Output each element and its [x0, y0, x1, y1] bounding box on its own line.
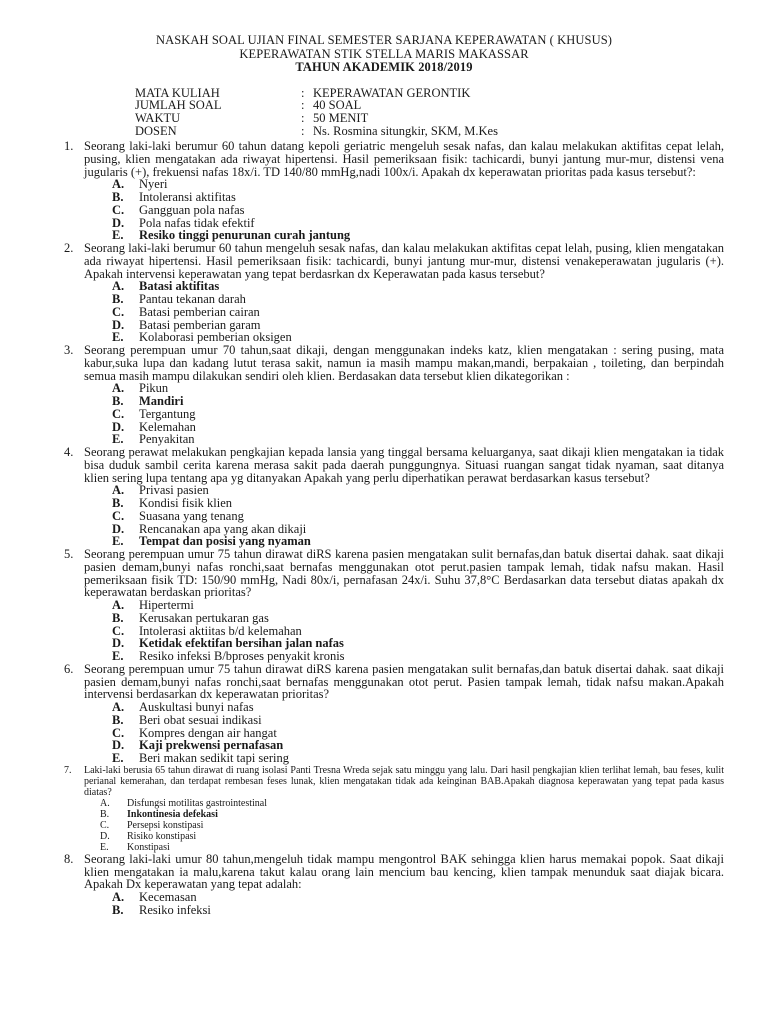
- answer-option: [112, 382, 724, 395]
- option-text: Kompres dengan air hangat: [139, 725, 277, 740]
- question-list: [64, 140, 724, 917]
- exam-info-separator: :: [301, 85, 305, 100]
- question-body: [84, 548, 724, 663]
- answer-options: [100, 798, 724, 853]
- option-text: Penyakitan: [139, 432, 195, 447]
- option-text: Intolerasi aktiitas b/d kelemahan: [139, 623, 302, 638]
- question-number: 5.: [64, 547, 74, 561]
- option-text: Inkontinesia defekasi: [127, 808, 218, 820]
- answer-option: [100, 831, 724, 842]
- option-text: Beri makan sedikit tapi sering: [139, 751, 289, 765]
- exam-info-row: [135, 112, 768, 125]
- question-body: [84, 853, 724, 917]
- question-body: [84, 140, 724, 242]
- exam-info-separator: :: [301, 111, 305, 126]
- answer-option: [112, 701, 724, 714]
- exam-info-value: KEPERAWATAN GERONTIK: [313, 85, 471, 100]
- option-letter: E.: [112, 330, 124, 345]
- option-text: Hipertermi: [139, 598, 194, 612]
- option-letter: A.: [112, 279, 125, 294]
- answer-option: [112, 612, 724, 625]
- question-body: [84, 663, 724, 765]
- answer-option: [112, 891, 724, 904]
- option-text: Konstipasi: [127, 841, 170, 853]
- question-item: [64, 765, 724, 853]
- question-number: 6.: [64, 661, 74, 676]
- option-text: Kolaborasi pemberian oksigen: [139, 330, 292, 345]
- question-item: [64, 853, 724, 917]
- exam-info-label: WAKTU: [135, 111, 181, 126]
- exam-info-row: [135, 87, 768, 100]
- question-item: [64, 344, 724, 446]
- answer-option: [112, 395, 724, 408]
- question-stem: Seorang laki-laki umur 80 tahun,mengeluh tidak mampu mengontrol BAK sehingga klien harus memakai popok. Saat dikaji klien mengatakan ia malu,karena takut kalau orang lain mencium bau kencing, klien tampak menunduk saat diajak bicara. Apakah Dx keperawatan yang tepat adalah:: [84, 851, 724, 892]
- option-letter: D.: [112, 215, 125, 230]
- question-stem: Laki-laki berusia 65 tahun dirawat di ruang isolasi Panti Tresna Wreda sejak satu minggu yang lalu. Dari hasil pengkajian klien terlihat lemah, bau feses, kulit perianal kemerahan, dan terdapat rembesan feses lunak, klien mengatakan tidak ada keinginan BAB.Apakah diagnosa keperawatan yang tepat pada kasus diatas?: [84, 764, 724, 798]
- answer-options: [112, 599, 724, 663]
- option-text: Kaji prekwensi pernafasan: [139, 738, 284, 753]
- exam-info-separator: :: [301, 123, 305, 138]
- answer-option: [112, 306, 724, 319]
- option-letter: C.: [112, 202, 125, 217]
- option-text: Suasana yang tenang: [139, 508, 244, 523]
- answer-options: [112, 484, 724, 548]
- question-number: 1.: [64, 139, 74, 153]
- option-letter: E.: [112, 534, 124, 549]
- option-text: Resiko tinggi penurunan curah jantung: [139, 228, 351, 243]
- option-letter: A.: [112, 177, 125, 192]
- option-letter: C.: [112, 508, 125, 523]
- question-body: [84, 242, 724, 344]
- option-text: Auskultasi bunyi nafas: [139, 700, 254, 714]
- answer-option: [112, 510, 724, 523]
- answer-options: [112, 178, 724, 242]
- question-body: [84, 446, 724, 548]
- question-item: [64, 663, 724, 765]
- option-text: Tempat dan posisi yang nyaman: [139, 534, 311, 549]
- answer-option: [100, 798, 724, 809]
- question-stem: Seorang perempuan umur 70 tahun,saat dikaji, dengan menggunakan indeks katz, klien mengatakan : sering pusing, mata kabur,suka lupa dan kadang lutut terasa sakit, namun ia masih mampu makan,mandi, berpakaian , toileting, dan berpindah semua masih mampu dilakukan sendiri oleh klien. Berdasakan data tersebut klien dikategorikan :: [84, 343, 724, 383]
- option-letter: B.: [100, 808, 110, 820]
- option-letter: B.: [112, 394, 124, 408]
- option-letter: C.: [112, 623, 125, 638]
- option-text: Batasi pemberian cairan: [139, 304, 260, 319]
- option-text: Persepsi konstipasi: [127, 819, 204, 831]
- option-letter: D.: [112, 738, 125, 753]
- option-letter: A.: [112, 700, 125, 714]
- answer-option: [112, 650, 724, 663]
- option-letter: B.: [112, 902, 124, 917]
- question-item: [64, 446, 724, 548]
- option-letter: B.: [112, 496, 124, 510]
- option-text: Resiko infeksi: [139, 902, 211, 917]
- option-letter: E.: [112, 228, 124, 243]
- exam-info-row: [135, 125, 768, 138]
- option-letter: B.: [112, 292, 124, 306]
- option-text: Ketidak efektifan bersihan jalan nafas: [139, 636, 344, 651]
- question-body: [84, 344, 724, 446]
- answer-option: [112, 497, 724, 510]
- option-letter: E.: [112, 751, 124, 765]
- answer-options: [112, 280, 724, 344]
- answer-option: [112, 904, 724, 917]
- option-letter: D.: [100, 830, 110, 842]
- option-text: Risiko konstipasi: [127, 830, 197, 842]
- option-letter: C.: [112, 304, 125, 319]
- question-number: 2.: [64, 241, 74, 255]
- option-text: Rencanakan apa yang akan dikaji: [139, 521, 307, 536]
- option-letter: E.: [112, 649, 124, 663]
- option-letter: B.: [112, 712, 124, 727]
- option-text: Kecemasan: [139, 890, 197, 904]
- exam-info-label: JUMLAH SOAL: [135, 98, 222, 113]
- answer-option: [112, 421, 724, 434]
- option-text: Pikun: [139, 381, 169, 396]
- option-letter: A.: [112, 381, 125, 396]
- question-stem: Seorang perempuan umur 75 tahun dirawat diRS karena pasien mengatakan sulit bernafas,dan batuk disertai dahak. saat dikaji pasien demam,bunyi nafas ronchi,saat bernafas menggunakan otot perut.pasien tampak lemah, tidak nafsu makan. Hasil pemeriksaan fisik TD: 150/90 mmHg, Nadi 80x/i, pernafasan 24x/i. Suhu 37,8°C Berdasarkan data tersebut diatas apakah dx keperawatan berdaskan prioritas?: [84, 547, 724, 600]
- answer-option: [112, 714, 724, 727]
- question-number: 7.: [64, 764, 72, 776]
- option-text: Pola nafas tidak efektif: [139, 215, 255, 230]
- answer-options: [112, 701, 724, 765]
- option-text: Batasi pemberian garam: [139, 317, 261, 332]
- option-letter: D.: [112, 636, 125, 651]
- option-letter: C.: [100, 819, 110, 831]
- document-header: [0, 34, 768, 75]
- option-text: Tergantung: [139, 406, 196, 421]
- option-letter: A.: [112, 483, 125, 498]
- option-letter: C.: [112, 725, 125, 740]
- option-letter: B.: [112, 190, 124, 204]
- option-text: Beri obat sesuai indikasi: [139, 712, 262, 727]
- option-text: Nyeri: [139, 177, 168, 192]
- answer-options: [112, 891, 724, 917]
- option-text: Privasi pasien: [139, 483, 209, 498]
- option-letter: E.: [100, 841, 109, 853]
- option-text: Kelemahan: [139, 419, 196, 434]
- option-text: Disfungsi motilitas gastrointestinal: [127, 797, 267, 809]
- option-text: Resiko infeksi B/bproses penyakit kronis: [139, 649, 345, 663]
- answer-option: [112, 752, 724, 765]
- exam-info: [135, 87, 768, 138]
- option-letter: B.: [112, 610, 124, 625]
- answer-options: [112, 382, 724, 446]
- answer-option: [100, 809, 724, 820]
- question-number: 3.: [64, 343, 74, 357]
- option-letter: D.: [112, 419, 125, 434]
- question-stem: Seorang perempuan umur 75 tahun dirawat diRS karena pasien mengatakan sulit bernafas,dan batuk disertai dahak. saat dikaji pasien demam,bunyi nafas ronchi,saat bernafas menggunakan otot perut. Pasien tampak lemah, tidak nafsu makan.Apakah intervensi berdasarkan dx keperawatan prioritas?: [84, 661, 724, 702]
- exam-info-label: MATA KULIAH: [135, 85, 220, 100]
- question-number: 4.: [64, 445, 74, 459]
- header-title: NASKAH SOAL UJIAN FINAL SEMESTER SARJANA KEPERAWATAN ( KHUSUS): [155, 33, 613, 47]
- exam-info-value: 50 MENIT: [313, 111, 369, 126]
- option-letter: C.: [112, 406, 125, 421]
- option-letter: A.: [112, 598, 125, 612]
- exam-info-value: Ns. Rosmina situngkir, SKM, M.Kes: [313, 123, 498, 138]
- answer-option: [112, 408, 724, 421]
- question-item: [64, 140, 724, 242]
- exam-info-label: DOSEN: [135, 123, 177, 138]
- option-text: Gangguan pola nafas: [139, 202, 245, 217]
- option-letter: E.: [112, 432, 124, 447]
- question-stem: Seorang laki-laki berumur 60 tahun datang kepoli geriatric mengeluh sesak nafas, dan kalau melakukan aktifitas cepat lelah, pusing, klien mengatakan ada riwayat hipertensi. Hasil pemeriksaan fisik: tachicardi, bunyi jantung mur-mur, distensi vena jugularis (+), frekuensi nafas 18x/i. TD 140/80 mmHg,nadi 100x/i. Apakah dx keperawatan prioritas pada kasus tersebut?:: [84, 139, 724, 179]
- answer-option: [112, 191, 724, 204]
- option-text: Batasi aktifitas: [139, 279, 220, 294]
- header-institution: KEPERAWATAN STIK STELLA MARIS MAKASSAR: [239, 46, 529, 61]
- option-text: Kondisi fisik klien: [139, 496, 233, 510]
- question-number: 8.: [64, 851, 74, 866]
- header-academic-year: TAHUN AKADEMIK 2018/2019: [295, 60, 473, 74]
- question-item: [64, 548, 724, 663]
- option-letter: D.: [112, 317, 125, 332]
- option-text: Kerusakan pertukaran gas: [139, 610, 269, 625]
- option-text: Intoleransi aktifitas: [139, 190, 236, 204]
- option-letter: D.: [112, 521, 125, 536]
- question-stem: Seorang perawat melakukan pengkajian kepada lansia yang tinggal bersama keluarganya, saat dikaji klien mengatakan ia tidak bisa duduk sambil cerita karena merasa sakit pada daerah punggungnya. Situasi ruangan sangat tidak nyaman, saat ditanya klien sering lupa tentang apa yg ditanyakan Apakah yang perlu diperhatikan perawat berdasarkan kasus tersebut?: [84, 445, 724, 485]
- answer-option: [112, 204, 724, 217]
- option-letter: A.: [112, 890, 125, 904]
- answer-option: [112, 293, 724, 306]
- option-text: Mandiri: [139, 394, 184, 408]
- answer-option: [112, 599, 724, 612]
- exam-info-separator: :: [301, 98, 305, 113]
- exam-info-row: [135, 99, 768, 112]
- question-item: [64, 242, 724, 344]
- question-body: [84, 765, 724, 853]
- question-stem: Seorang laki-laki berumur 60 tahun mengeluh sesak nafas, dan kalau melakukan aktifitas cepat lelah, pusing, klien mengatakan ada riwayat hipertensi. Hasil pemeriksaan fisik: tachicardi, bunyi jantung mur-mur, distensi venakeperawatan jugularis (+). Apakah intervensi keperawatan yang tepat berdasrkan dx Keperawatan pada kasus tersebut?: [84, 241, 724, 281]
- option-letter: A.: [100, 797, 110, 809]
- exam-info-value: 40 SOAL: [313, 98, 362, 113]
- option-text: Pantau tekanan darah: [139, 292, 246, 306]
- answer-option: [100, 820, 724, 831]
